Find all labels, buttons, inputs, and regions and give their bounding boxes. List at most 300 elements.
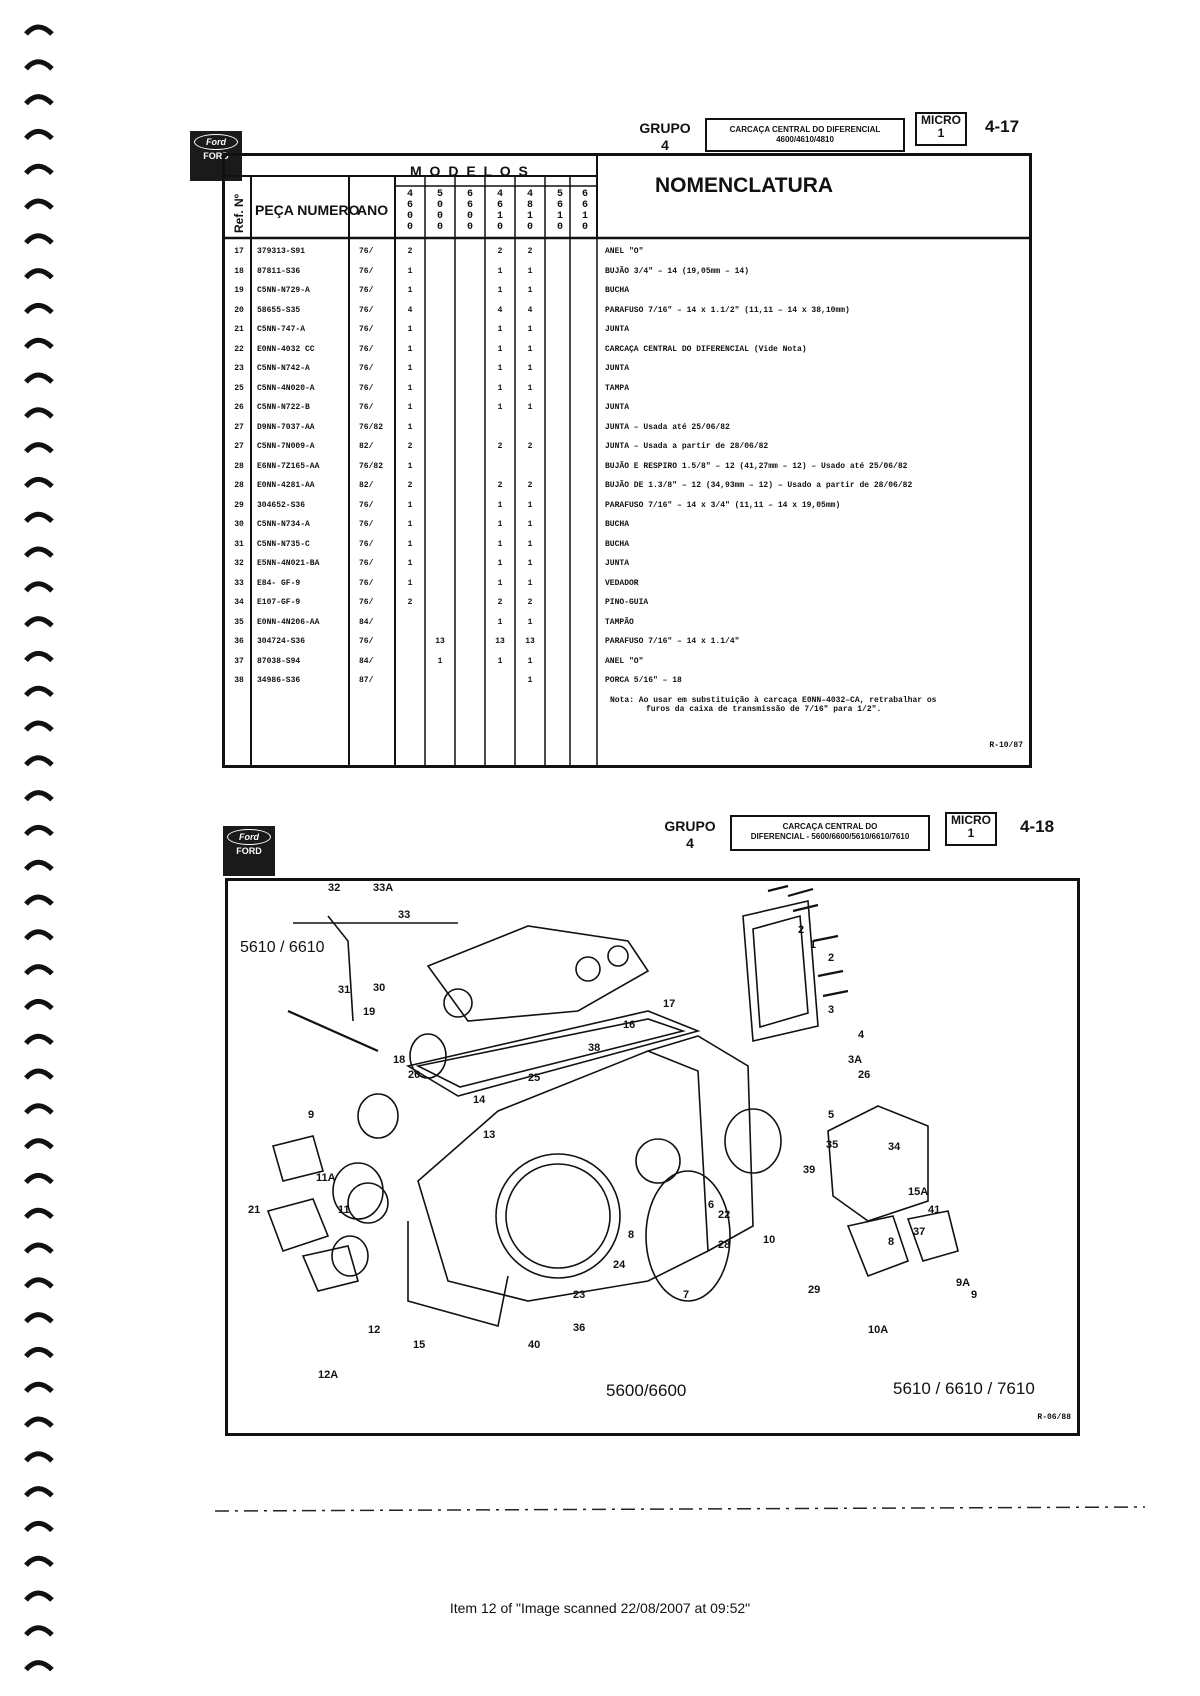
- callout-label: 29: [808, 1284, 821, 1296]
- row-qty: 1: [497, 383, 503, 393]
- callout-label: 40: [528, 1339, 541, 1351]
- row-ano: 82/: [359, 442, 374, 451]
- peca-header: PEÇA NUMERO: [255, 202, 360, 218]
- row-qty: 1: [497, 559, 503, 568]
- row-qty: 1: [497, 364, 503, 373]
- callout-label: 10: [763, 1234, 776, 1246]
- revision-code-bottom: R-06/88: [1037, 1413, 1071, 1422]
- row-ano: 76/: [359, 266, 374, 276]
- micro-box-bottom: [945, 812, 997, 846]
- spiral-ring: [26, 688, 52, 695]
- spiral-ring: [26, 897, 52, 904]
- spiral-ring: [26, 1349, 52, 1356]
- row-description: BUJÃO E RESPIRO 1.5/8" – 12 (41,27mm – 12) – Usado até 25/06/82: [605, 461, 908, 471]
- row-part-number: C5NN-7N009-A: [257, 442, 315, 451]
- row-ano: 76/: [359, 520, 374, 529]
- spiral-ring: [26, 793, 52, 800]
- callout-label: 12: [368, 1324, 381, 1336]
- row-qty: 1: [497, 656, 503, 666]
- row-qty: 1: [527, 500, 533, 510]
- callout-label: 3: [828, 1004, 835, 1016]
- row-qty: 4: [527, 305, 533, 315]
- row-description: JUNTA – Usada até 25/06/82: [605, 422, 730, 432]
- row-qty: 1: [527, 403, 533, 412]
- grupo-header: [635, 120, 695, 154]
- row-qty: 2: [407, 247, 413, 256]
- row-qty: 13: [525, 637, 535, 646]
- row-qty: 1: [497, 325, 503, 334]
- callout-label: 2: [798, 924, 805, 936]
- row-ano: 84/: [359, 617, 374, 627]
- spiral-ring: [26, 62, 52, 69]
- spiral-ring: [26, 1106, 52, 1113]
- row-qty: 13: [435, 637, 445, 646]
- row-ano: 76/: [359, 539, 374, 549]
- row-part-number: E5NN-4N021-BA: [257, 559, 320, 568]
- row-part-number: C5NN-4N020-A: [257, 383, 315, 393]
- row-qty: 1: [527, 617, 533, 627]
- spiral-ring: [26, 1558, 52, 1565]
- row-description: CARCAÇA CENTRAL DO DIFERENCIAL (Vide Nota): [605, 344, 807, 354]
- row-part-number: E0NN-4N206-AA: [257, 617, 320, 627]
- row-description: ANEL "O": [605, 247, 644, 256]
- row-description: PARAFUSO 7/16" – 14 x 3/4" (11,11 – 14 x 19,05mm): [605, 500, 841, 510]
- row-ref: 22: [234, 344, 244, 354]
- row-qty: 4: [407, 305, 413, 315]
- row-ano: 76/: [359, 559, 374, 568]
- exploded-view-drawing: [228, 881, 1077, 1433]
- spiral-ring: [26, 1071, 52, 1078]
- row-qty: 2: [407, 598, 413, 607]
- callout-label: 25: [528, 1072, 541, 1084]
- row-qty: 1: [407, 500, 413, 510]
- row-qty: 2: [497, 598, 503, 607]
- callout-label: 22: [718, 1209, 731, 1221]
- callout-label: 31: [338, 984, 351, 996]
- spiral-ring: [26, 445, 52, 452]
- row-qty: 1: [497, 286, 503, 295]
- ford-logo-oval: Ford: [194, 134, 238, 150]
- row-part-number: D9NN-7037-AA: [257, 422, 315, 432]
- row-description: TAMPA: [605, 383, 630, 393]
- section-title-box-bottom: [730, 815, 930, 851]
- row-ref: 37: [234, 656, 244, 666]
- row-qty: 1: [407, 461, 413, 471]
- row-qty: 1: [497, 266, 503, 276]
- callout-label: 23: [573, 1289, 586, 1301]
- callout-label: 9A: [956, 1277, 971, 1289]
- row-ref: 26: [234, 403, 244, 412]
- spiral-binding: [20, 8, 60, 1688]
- row-part-number: 87038-S94: [257, 656, 301, 666]
- row-ano: 76/: [359, 325, 374, 334]
- row-part-number: C5NN-N722-B: [257, 403, 310, 412]
- row-part-number: 304652-S36: [257, 500, 306, 510]
- callout-label: 7: [683, 1289, 690, 1301]
- grupo-header-bottom: [660, 818, 720, 852]
- callout-label: 18: [393, 1054, 406, 1066]
- spiral-ring: [26, 1454, 52, 1461]
- model-column-6600: 6 6 0 0: [466, 189, 473, 233]
- ref-header: [227, 186, 249, 236]
- section-title: CARCAÇA CENTRAL DO DIFERENCIAL: [729, 125, 881, 134]
- row-qty: 1: [527, 383, 533, 393]
- row-ref: 31: [234, 539, 244, 549]
- row-description: VEDADOR: [605, 578, 639, 588]
- spiral-ring: [26, 236, 52, 243]
- row-ref: 17: [234, 247, 244, 256]
- row-ano: 76/: [359, 247, 374, 256]
- callout-label: 19: [363, 1006, 376, 1018]
- row-ano: 76/: [359, 364, 374, 373]
- revision-code: R-10/87: [989, 741, 1023, 750]
- row-qty: 1: [407, 325, 413, 334]
- spiral-ring: [26, 1315, 52, 1322]
- row-ref: 32: [234, 559, 244, 568]
- row-part-number: 304724-S36: [257, 637, 306, 646]
- callout-label: 24: [613, 1259, 626, 1271]
- row-qty: 2: [407, 481, 413, 490]
- spiral-ring: [26, 410, 52, 417]
- callout-label: 33A: [373, 882, 394, 894]
- spiral-ring: [26, 619, 52, 626]
- ano-header: ANO: [357, 202, 389, 218]
- row-qty: 1: [407, 266, 413, 276]
- row-qty: 1: [407, 422, 413, 432]
- callout-label: 15: [413, 1339, 426, 1351]
- row-qty: 1: [497, 520, 503, 529]
- row-description: JUNTA – Usada a partir de 28/06/82: [605, 442, 769, 451]
- row-part-number: 87811-S36: [257, 266, 301, 276]
- row-qty: 1: [527, 325, 533, 334]
- row-qty: 1: [497, 403, 503, 412]
- spiral-ring: [26, 1001, 52, 1008]
- spiral-ring: [26, 1593, 52, 1600]
- callout-label: 28: [718, 1239, 731, 1251]
- row-qty: 1: [527, 344, 533, 354]
- row-description: PARAFUSO 7/16" – 14 x 1.1/4": [605, 637, 740, 646]
- row-qty: 1: [527, 539, 533, 549]
- spiral-ring: [26, 1245, 52, 1252]
- spiral-ring: [26, 271, 52, 278]
- section-title-box: [705, 118, 905, 152]
- ford-logo-oval-bottom: Ford: [227, 829, 271, 845]
- row-qty: 1: [497, 617, 503, 627]
- scan-footer: Item 12 of "Image scanned 22/08/2007 at 09:52": [449, 1600, 751, 1616]
- callout-label: 30: [373, 982, 386, 994]
- spiral-ring: [26, 305, 52, 312]
- callout-label: 9: [308, 1109, 315, 1121]
- row-qty: 1: [497, 539, 503, 549]
- grupo-label: GRUPO: [639, 120, 691, 136]
- row-part-number: E6NN-7Z165-AA: [257, 461, 320, 471]
- row-part-number: 34986-S36: [257, 676, 301, 685]
- section-models-bottom: DIFERENCIAL - 5600/6600/5610/6610/7610: [750, 832, 910, 841]
- row-qty: 1: [497, 500, 503, 510]
- spiral-ring: [26, 340, 52, 347]
- callout-label: 6: [708, 1199, 715, 1211]
- model-label-b: 5600/6600: [606, 1381, 687, 1400]
- row-part-number: C5NN-747-A: [257, 325, 306, 334]
- row-description: JUNTA: [605, 325, 630, 334]
- spiral-ring: [26, 1210, 52, 1217]
- row-description: JUNTA: [605, 403, 630, 412]
- section-models: 4600/4610/4810: [776, 135, 834, 144]
- spiral-ring: [26, 201, 52, 208]
- row-ref: 27: [234, 442, 244, 451]
- row-qty: 1: [407, 383, 413, 393]
- callout-label: 38: [588, 1042, 601, 1054]
- row-description: PARAFUSO 7/16" – 14 x 1.1/2" (11,11 – 14 x 38,10mm): [605, 305, 850, 315]
- micro-box: [915, 112, 967, 146]
- table-note: [610, 696, 936, 714]
- callout-label: 36: [573, 1322, 586, 1334]
- row-qty: 2: [497, 481, 503, 490]
- row-qty: 2: [497, 247, 503, 256]
- row-qty: 1: [407, 539, 413, 549]
- spiral-ring: [26, 584, 52, 591]
- row-description: JUNTA: [605, 364, 630, 373]
- spiral-ring: [26, 375, 52, 382]
- row-ano: 76/: [359, 403, 374, 412]
- callout-label: 41: [928, 1204, 941, 1216]
- page-number-bottom: 4-18: [1020, 817, 1055, 836]
- callout-label: 4: [858, 1029, 865, 1041]
- callout-label: 32: [328, 882, 341, 894]
- spiral-ring: [26, 1141, 52, 1148]
- ford-logo-bottom: [223, 826, 275, 876]
- callout-label: 20: [408, 1069, 421, 1081]
- section-title-bottom: CARCAÇA CENTRAL DO: [782, 822, 878, 831]
- row-ref: 30: [234, 520, 244, 529]
- callout-label: 26: [858, 1069, 871, 1081]
- spiral-ring: [26, 1419, 52, 1426]
- row-qty: 1: [437, 656, 443, 666]
- page-number: 4-17: [985, 117, 1020, 136]
- row-part-number: 58655-S35: [257, 305, 301, 315]
- row-qty: 1: [407, 344, 413, 354]
- row-qty: 1: [527, 364, 533, 373]
- row-part-number: E84- GF-9: [257, 578, 301, 588]
- callout-label: 1: [810, 939, 817, 951]
- row-part-number: C5NN-N734-A: [257, 520, 310, 529]
- row-qty: 1: [527, 286, 533, 295]
- row-ref: 20: [234, 305, 244, 315]
- row-ref: 28: [234, 481, 244, 490]
- note-line-1: Nota: Ao usar em substituição à carcaça E0NN–4032–CA, retrabalhar os: [610, 696, 937, 705]
- callout-label: 37: [913, 1226, 926, 1238]
- callout-label: 2: [828, 952, 835, 964]
- nomenclatura-header: NOMENCLATURA: [655, 174, 834, 197]
- spiral-ring: [26, 1489, 52, 1496]
- row-ref: 38: [234, 676, 244, 685]
- row-qty: 2: [527, 442, 533, 451]
- spiral-ring: [26, 1036, 52, 1043]
- model-column-6610: 6 6 1 0: [581, 189, 588, 233]
- row-qty: 13: [495, 637, 505, 646]
- row-qty: 1: [407, 286, 413, 295]
- spiral-ring: [26, 862, 52, 869]
- spiral-ring: [26, 166, 52, 173]
- modelos-header: M O D E L O S: [410, 163, 530, 179]
- row-qty: 1: [527, 559, 533, 568]
- micro-label: MICRO: [921, 113, 961, 127]
- row-ref: 28: [234, 461, 244, 471]
- callout-label: 13: [483, 1129, 496, 1141]
- exploded-view-frame: [225, 878, 1080, 1436]
- row-description: BUJÃO 3/4" – 14 (19,05mm – 14): [605, 266, 750, 276]
- micro-number: 1: [937, 126, 945, 140]
- micro-number-bottom: 1: [967, 826, 975, 840]
- row-ano: 76/: [359, 344, 374, 354]
- row-ref: 35: [234, 617, 244, 627]
- row-description: PINO-GUIA: [605, 598, 649, 607]
- model-label-a: 5610 / 6610: [240, 939, 325, 956]
- spiral-ring: [26, 131, 52, 138]
- row-qty: 1: [527, 520, 533, 529]
- grupo-label-bottom: GRUPO: [664, 818, 716, 834]
- row-qty: 1: [497, 578, 503, 588]
- spiral-ring: [26, 758, 52, 765]
- spiral-ring: [26, 653, 52, 660]
- callout-label: 5: [828, 1109, 835, 1121]
- row-description: JUNTA: [605, 559, 630, 568]
- row-ref: 18: [234, 266, 244, 276]
- callout-label: 17: [663, 998, 676, 1010]
- spiral-ring: [26, 1663, 52, 1670]
- row-ref: 19: [234, 286, 244, 295]
- callout-label: 35: [826, 1139, 839, 1151]
- row-ref: 25: [234, 383, 244, 393]
- model-column-5000: 5 0 0 0: [436, 189, 443, 233]
- row-ano: 76/: [359, 500, 374, 510]
- callout-label: 8: [628, 1229, 635, 1241]
- row-qty: 1: [497, 344, 503, 354]
- model-label-c: 5610 / 6610 / 7610: [893, 1379, 1035, 1398]
- callout-label: 3A: [848, 1054, 863, 1066]
- row-description: BUCHA: [605, 286, 630, 295]
- row-qty: 4: [497, 305, 503, 315]
- callout-label: 15A: [908, 1186, 929, 1198]
- row-qty: 1: [527, 266, 533, 276]
- row-ano: 87/: [359, 676, 374, 685]
- row-qty: 1: [527, 578, 533, 588]
- row-qty: 1: [527, 676, 533, 685]
- spiral-ring: [26, 549, 52, 556]
- row-ref: 36: [234, 637, 244, 646]
- row-description: BUCHA: [605, 539, 630, 549]
- callout-label: 9: [971, 1289, 978, 1301]
- spiral-ring: [26, 1280, 52, 1287]
- callout-label: 16: [623, 1019, 636, 1031]
- cut-line: [215, 1505, 1145, 1517]
- spiral-ring: [26, 827, 52, 834]
- row-qty: 2: [497, 442, 503, 451]
- spiral-ring: [26, 27, 52, 34]
- row-qty: 2: [527, 481, 533, 490]
- model-column-4600: 4 6 0 0: [406, 189, 413, 233]
- row-ref: 21: [234, 325, 244, 334]
- callout-label: 11A: [316, 1172, 336, 1184]
- row-ano: 76/: [359, 598, 374, 607]
- row-qty: 1: [407, 364, 413, 373]
- callout-label: 8: [888, 1236, 895, 1248]
- row-part-number: E107-GF-9: [257, 598, 301, 607]
- row-qty: 1: [407, 403, 413, 412]
- spiral-ring: [26, 1523, 52, 1530]
- row-description: ANEL "O": [605, 656, 644, 666]
- row-ano: 76/: [359, 305, 374, 315]
- row-part-number: 379313-S91: [257, 247, 306, 256]
- row-part-number: C5NN-N729-A: [257, 286, 310, 295]
- row-ano: 76/82: [359, 422, 384, 432]
- row-ref: 29: [234, 500, 244, 510]
- row-ano: 76/: [359, 286, 374, 295]
- row-ano: 76/: [359, 578, 374, 588]
- spiral-ring: [26, 479, 52, 486]
- row-part-number: C5NN-N742-A: [257, 364, 310, 373]
- model-column-4810: 4 8 1 0: [526, 189, 533, 233]
- ford-logo-text-bottom: FORD: [236, 846, 262, 856]
- row-ano: 76/: [359, 637, 374, 646]
- row-ano: 84/: [359, 656, 374, 666]
- row-ano: 82/: [359, 481, 374, 490]
- ford-logo-text: FORD: [203, 151, 229, 161]
- micro-label-bottom: MICRO: [951, 813, 991, 827]
- model-column-4610: 4 6 1 0: [496, 189, 503, 233]
- row-ano: 76/: [359, 383, 374, 393]
- spiral-ring: [26, 514, 52, 521]
- callout-label: 14: [473, 1094, 486, 1106]
- row-qty: 1: [407, 520, 413, 529]
- callout-label: 39: [803, 1164, 816, 1176]
- callout-label: 11: [338, 1204, 350, 1216]
- row-description: BUCHA: [605, 520, 630, 529]
- row-qty: 1: [407, 559, 413, 568]
- row-part-number: C5NN-N735-C: [257, 539, 310, 549]
- callout-label: 21: [248, 1204, 261, 1216]
- row-qty: 2: [527, 247, 533, 256]
- row-qty: 1: [527, 656, 533, 666]
- spiral-ring: [26, 932, 52, 939]
- parts-table-frame: [222, 153, 1032, 768]
- spiral-ring: [26, 1384, 52, 1391]
- spiral-ring: [26, 1175, 52, 1182]
- row-part-number: E0NN-4032 CC: [257, 344, 315, 354]
- row-part-number: E0NN-4281-AA: [257, 481, 315, 490]
- callout-label: 10A: [868, 1324, 889, 1336]
- grupo-number-bottom: 4: [686, 835, 694, 851]
- row-ref: 33: [234, 578, 244, 588]
- row-description: BUJÃO DE 1.3/8" – 12 (34,93mm – 12) – Usado a partir de 28/06/82: [605, 481, 913, 490]
- row-ref: 27: [234, 422, 244, 432]
- row-description: TAMPÃO: [605, 617, 634, 627]
- model-column-5610: 5 6 1 0: [556, 189, 563, 233]
- callout-label: 34: [888, 1141, 901, 1153]
- spiral-ring: [26, 97, 52, 104]
- callout-label: 33: [398, 909, 411, 921]
- row-qty: 2: [527, 598, 533, 607]
- spiral-ring: [26, 723, 52, 730]
- spiral-ring: [26, 1628, 52, 1635]
- row-ano: 76/82: [359, 461, 384, 471]
- row-ref: 23: [234, 364, 244, 373]
- row-qty: 1: [407, 578, 413, 588]
- row-qty: 2: [407, 442, 413, 451]
- callout-label: 12A: [318, 1369, 339, 1381]
- spiral-ring: [26, 967, 52, 974]
- row-ref: 34: [234, 598, 244, 607]
